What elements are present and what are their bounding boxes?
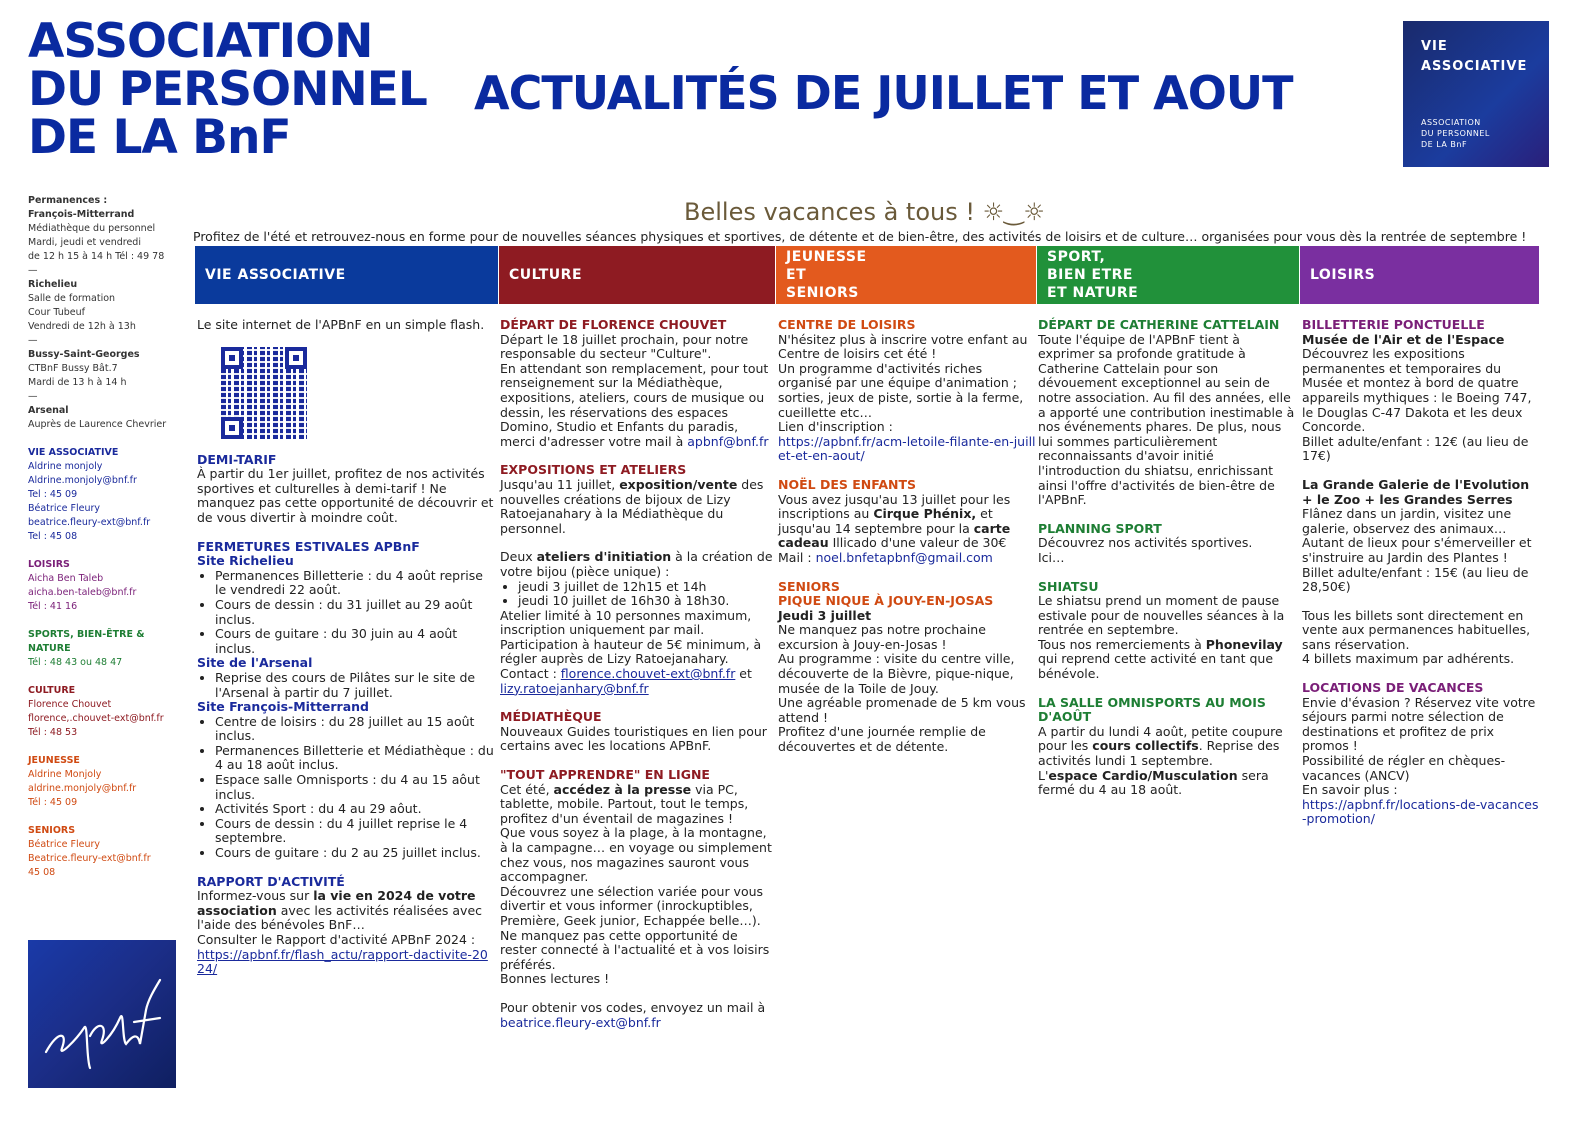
- svg-text:apbnf: apbnf: [28, 925, 74, 944]
- section-title: LA SALLE OMNISPORTS AU MOIS D'AOÛT: [1038, 694, 1266, 725]
- contact-sport: SPORTS, BIEN-ÊTRE & NATURE Tél : 48 43 ou 48 47: [28, 629, 145, 668]
- contact-loisirs: LOISIRS Aicha Ben Taleb aicha.ben-taleb@bnf.fr Tél : 41 16: [28, 558, 188, 614]
- rapport-link[interactable]: https://apbnf.fr/flash_actu/rapport-dactivite-2024/: [197, 946, 488, 977]
- intro-text: Profitez de l'été et retrouvez-nous en forme pour de nouvelles séances physiques et sportives, de détente et de bien-être, des activités de loisirs et de culture… organisées pour vous dès la rentrée de septembre !: [193, 229, 1527, 244]
- contact-culture: CULTURE Florence Chouvet florence,.chouvet-ext@bnf.fr Tél : 48 53: [28, 684, 188, 740]
- site-caption: Le site internet de l'APBnF en un simple flash.: [197, 317, 485, 332]
- section-title: EXPOSITIONS ET ATELIERS: [500, 462, 687, 478]
- section-title: FERMETURES ESTIVALES APBnF: [197, 538, 420, 554]
- column-sport: DÉPART DE CATHERINE CATTELAIN Toute l'équipe de l'APBnF tient à exprimer sa profonde gratitude à Catherine Cattelain pour son dévouement exceptionnel au sein de notre association. Au fil des années, elle a apporté une contribution inestimable à nos événements phares. De plus, nous lui sommes particulièrement reconnaissants d'avoir initié l'introduction du shiatsu, enrichissant ainsi l'offre d'activités de bien-être de l'APBnF. PLANNING SPORT Découvrez nos activités sportives. Ici… SHIATSU Le shiatsu prend un moment de pause estivale pour de nouvelles séances à la rentrée en septembre. Tous nos remerciements à Phonevilay qui reprend cette activité en tant que bénévole. LA SALLE OMNISPORTS AU MOIS D'AOÛT A partir du lundi 4 août, petite coupure pour les cours collectifs. Reprise des activités lundi 1 septembre. L'espace Cardio/Musculation sera fermé du 4 au 18 août.: [1038, 317, 1295, 798]
- qr-code-icon[interactable]: [221, 347, 307, 439]
- section-title: BILLETTERIE PONCTUELLE: [1302, 317, 1485, 332]
- vacances-greeting: Belles vacances à tous ! ☼‿☼: [684, 198, 1045, 226]
- email-link[interactable]: noel.bnfetapbnf@gmail.com: [815, 549, 993, 565]
- section-title: LOCATIONS DE VACANCES: [1302, 680, 1484, 696]
- signature-icon: [28, 925, 176, 1088]
- section-title: DÉPART DE FLORENCE CHOUVET: [500, 317, 727, 332]
- email-link[interactable]: Aldrine.monjoly@bnf.fr: [28, 475, 137, 486]
- section-title: MÉDIATHÈQUE: [500, 709, 602, 725]
- email-link[interactable]: Beatrice.fleury-ext@bnf.fr: [28, 853, 151, 864]
- section-title: DÉPART DE CATHERINE CATTELAIN: [1038, 317, 1280, 332]
- contact-vie-associative: VIE ASSOCIATIVE Aldrine monjoly Aldrine.monjoly@bnf.fr Tel : 45 09 Béatrice Fleury beatrice.fleury-ext@bnf.fr Tel : 45 08: [28, 446, 188, 544]
- section-title: SHIATSU: [1038, 578, 1099, 594]
- column-header-culture: CULTURE: [499, 246, 775, 304]
- sidebar-contacts: Permanences : François-Mitterrand Médiathèque du personnel Mardi, jeudi et vendredi de 12 h 15 à 14 h Tél : 49 78 — Richelieu Salle de formation Cour Tubeuf Vendredi de 12h à 13h — Bussy-Saint-Georges CTBnF Bussy Bât.7 Mardi de 13 h à 14 h — Arsenal Auprès de Laurence Chevrier VIE ASSOCIATIVE Aldrine monjoly Aldrine.monjoly@bnf.fr Tel : 45 09 Béatrice Fleury beatrice.fleury-ext@bnf.fr Tel : 45 08 LOISIRS Aicha Ben Taleb aicha.ben-taleb@bnf.fr Tél : 41 16 SPORTS, BIEN-ÊTRE & NATURE Tél : 48 43 ou 48 47 CULTURE Florence Chouvet florence,.chouvet-ext@bnf.fr Tél : 48 53 JEUNESSE Aldrine Monjoly aldrine.monjoly@bnf.fr Tél : 45 09 SENIORS Béatrice Fleury Beatrice.fleury-ext@bnf.fr 45 08: [28, 194, 188, 880]
- email-link[interactable]: florence,.chouvet-ext@bnf.fr: [28, 713, 164, 724]
- section-title: DEMI-TARIF: [197, 451, 277, 467]
- email-link[interactable]: aldrine.monjoly@bnf.fr: [28, 783, 137, 794]
- section-title: RAPPORT D'ACTIVITÉ: [197, 873, 345, 889]
- email-link[interactable]: beatrice.fleury-ext@bnf.fr: [28, 517, 151, 528]
- section-title: "TOUT APPRENDRE" EN LIGNE: [500, 767, 710, 783]
- email-link[interactable]: beatrice.fleury-ext@bnf.fr: [500, 1014, 661, 1030]
- inscription-link[interactable]: https://apbnf.fr/acm-letoile-filante-en-juillet-et-en-aout/: [778, 433, 1036, 464]
- contact-seniors: SENIORS Béatrice Fleury Beatrice.fleury-ext@bnf.fr 45 08: [28, 824, 188, 880]
- column-vie-associative: Le site internet de l'APBnF en un simple flash. DEMI-TARIF À partir du 1er juillet, profitez de nos activités sportives et culturelles à demi-tarif ! Ne manquez pas cette opportunité de découvrir et de vous divertir à moindre coût. FERMETURES ESTIVALES APBnF Site Richelieu • Permanences Billetterie : du 4 août reprise le vendredi 22 août. • Cours de dessin : du 31 juillet au 29 août inclus. • Cours de guitare : du 30 juin au 4 août inclus. Site de l'Arsenal • Reprise des cours de Pilâtes sur le site de l'Arsenal à partir du 7 juillet. Site François-Mitterrand • Centre de loisirs : du 28 juillet au 15 août inclus. • Permanences Billetterie et Médiathèque : du 4 au 18 août inclus. • Espace salle Omnisports : du 4 au 15 aôut inclus. • Activités Sport : du 4 au 29 aôut. • Cours de dessin : du 4 juillet reprise le 4 septembre. • Cours de guitare : du 2 au 25 juillet inclus. RAPPORT D'ACTIVITÉ Informez-vous sur la vie en 2024 de votre association avec les activités réalisées avec l'aide des bénévoles BnF… Consulter le Rapport d'activité APBnF 2024 : https://apbnf.fr/flash_actu/rapport-dactivite-2024/: [197, 318, 495, 977]
- column-header-loisirs: LOISIRS: [1300, 246, 1539, 304]
- planning-link[interactable]: Ici…: [1038, 549, 1065, 565]
- section-title: NOËL DES ENFANTS: [778, 476, 916, 492]
- section-title: PLANNING SPORT: [1038, 520, 1162, 536]
- column-loisirs: BILLETTERIE PONCTUELLE Musée de l'Air et de l'Espace Découvrez les expositions permanentes et temporaires du Musée et montez à bord de quatre appareils mythiques : le Boeing 747, le Douglas C-47 Dakota et les deux Concorde. Billet adulte/enfant : 12€ (au lieu de 17€) La Grande Galerie de l'Evolution + le Zoo + les Grandes Serres Flânez dans un jardin, visitez une galerie, observez des animaux… Autant de lieux pour s'émerveiller et s'instruire au Jardin des Plantes ! Billet adulte/enfant : 15€ (au lieu de 28,50€) Tous les billets sont directement en vente aux permanences habituelles, sans réservation. 4 billets maximum par adhérents. LOCATIONS DE VACANCES Envie d'évasion ? Réservez vite votre séjours parmi notre sélection de destinations et profitez de prix promos ! Possibilité de régler en chèques-vacances (ANCV) En savoir plus : https://apbnf.fr/locations-de-vacances-promotion/: [1302, 317, 1539, 827]
- email-link[interactable]: aicha.ben-taleb@bnf.fr: [28, 587, 137, 598]
- email-link[interactable]: florence.chouvet-ext@bnf.fr: [560, 666, 736, 682]
- section-title: SENIORS: [778, 578, 840, 594]
- section-title: CENTRE DE LOISIRS: [778, 317, 916, 332]
- column-header-vie-associative: VIE ASSOCIATIVE: [195, 246, 498, 304]
- organization-title: ASSOCIATION DU PERSONNEL DE LA BnF: [28, 14, 427, 165]
- column-jeunesse-seniors: CENTRE DE LOISIRS N'hésitez plus à inscrire votre enfant au Centre de loisirs cet été ! Un programme d'activités riches organisé par une équipe d'animation ; sorties, jeux de piste, sortie à la ferme, cueillette etc… Lien d'inscription : https://apbnf.fr/acm-letoile-filante-en-juillet-et-en-aout/ NOËL DES ENFANTS Vous avez jusqu'au 13 juillet pour les inscriptions au Cirque Phénix, et jusqu'au 14 septembre pour la carte cadeau Illicado d'une valeur de 30€ Mail : noel.bnfetapbnf@gmail.com SENIORS PIQUE NIQUE À JOUY-EN-JOSAS Jeudi 3 juillet Ne manquez pas notre prochaine excursion à Jouy-en-Josas ! Au programme : visite du centre ville, découverte de la Bièvre, pique-nique, musée de la Toile de Jouy. Une agréable promenade de 5 km vous attend ! Profitez d'une journée remplie de découvertes et de détente.: [778, 317, 1036, 755]
- vie-associative-logo: VIE ASSOCIATIVE ASSOCIATION DU PERSONNEL DE LA BnF: [1403, 21, 1549, 167]
- column-header-sport: SPORT, BIEN ETRE ET NATURE: [1037, 246, 1299, 304]
- email-link[interactable]: lizy.ratoejanhary@bnf.fr: [500, 680, 649, 696]
- page-title: ACTUALITÉS DE JUILLET ET AOUT: [474, 66, 1293, 120]
- apbnf-logo: [28, 925, 176, 1088]
- contact-jeunesse: JEUNESSE Aldrine Monjoly aldrine.monjoly@bnf.fr Tél : 45 09: [28, 754, 188, 810]
- column-header-jeunesse-seniors: JEUNESSE ET SENIORS: [776, 246, 1036, 304]
- email-link[interactable]: apbnf@bnf.fr: [687, 433, 769, 449]
- column-culture: DÉPART DE FLORENCE CHOUVET Départ le 18 juillet prochain, pour notre responsable du secteur "Culture". En attendant son remplacement, pour tout renseignement sur la Médiathèque, expositions, ateliers, cours de musique ou dessin, les réservations des espaces Domino, Studio et Enfants du paradis, merci d'adresser votre mail à apbnf@bnf.fr EXPOSITIONS ET ATELIERS Jusqu'au 11 juillet, exposition/vente des nouvelles créations de bijoux de Lizy Ratoejanahary à la Médiathèque du personnel. Deux ateliers d'initiation à la création de votre bijou (pièce unique) : • jeudi 3 juillet de 12h15 et 14h • jeudi 10 juillet de 16h30 à 18h30. Atelier limité à 10 personnes maximum, inscription uniquement par mail. Participation à hauteur de 5€ minimum, à régler auprès de Lizy Ratoejanahary. Contact : florence.chouvet-ext@bnf.fr et lizy.ratoejanhary@bnf.fr MÉDIATHÈQUE Nouveaux Guides touristiques en lien pour certains avec les locations APBnF. "TOUT APPRENDRE" EN LIGNE Cet été, accédez à la presse via PC, tablette, mobile. Partout, tout le temps, profitez d'un éventail de magazines ! Que vous soyez à la plage, à la montagne, à la campagne… en voyage ou simplement chez vous, nos magazines sauront vous accompagner. Découvrez une sélection variée pour vous divertir et vous informer (inrockuptibles, Première, Geek junior, Echappée belle…). Ne manquez pas cette opportunité de rester connecté à l'actualité et à vos loisirs préférés. Bonnes lectures ! Pour obtenir vos codes, envoyez un mail à beatrice.fleury-ext@bnf.fr: [500, 318, 774, 1030]
- locations-link[interactable]: https://apbnf.fr/locations-de-vacances-promotion/: [1302, 796, 1539, 827]
